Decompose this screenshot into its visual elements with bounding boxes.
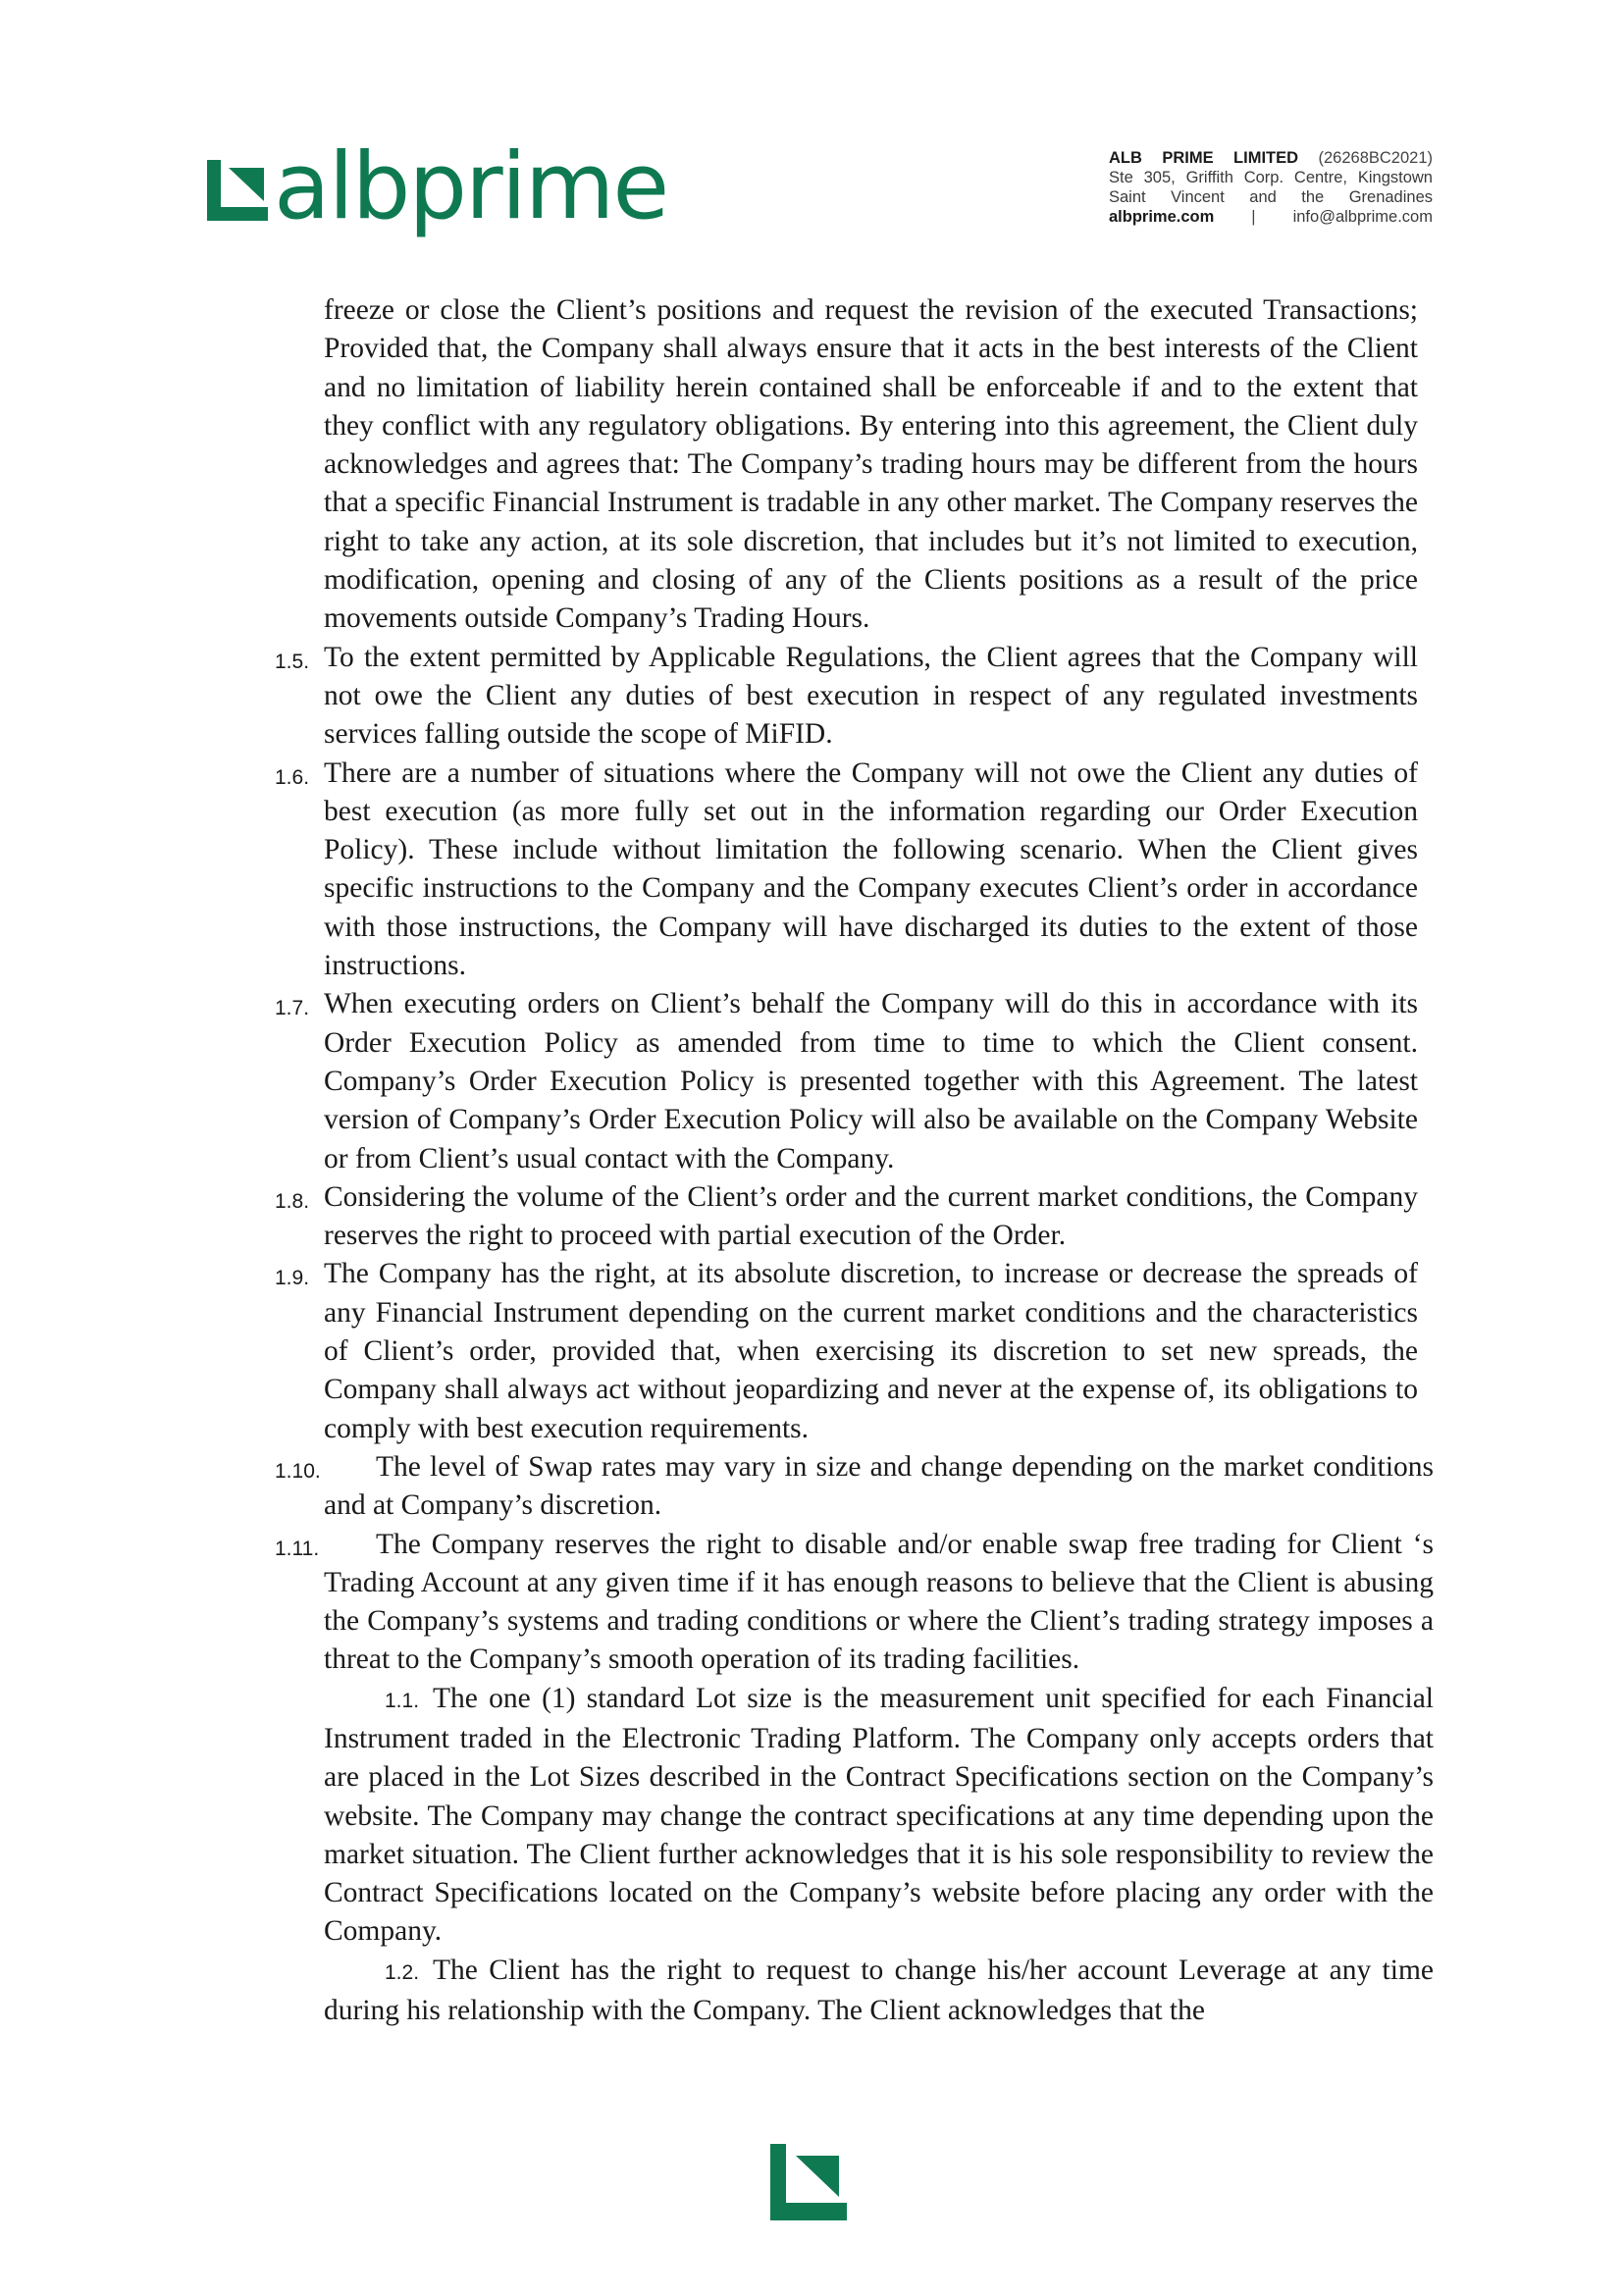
clause-text: The Company has the right, at its absolute discretion, to increase or decrease the spreads of any Financial Instrument depending on the current market conditions and the characteristics of Client’s order, provided that, when exercising its discretion to set new spreads, the Company shall always act without jeopardizing and never at the expense of, its obligations to comply with best execution requirements. <box>324 1258 1418 1444</box>
continuation-paragraph: freeze or close the Client’s positions and request the revision of the executed Transactions; Provided that, the Company shall always ensure that it acts in the best interests of the Client and no limitation of liability herein contained shall be enforceable if and to the extent that they conflict with any regulatory obligations. By entering into this agreement, the Client duly acknowledges and agrees that: The Company’s trading hours may be different from the hours that a specific Financial Instrument is tradable in any other market. The Company reserves the right to take any action, at its sole discretion, that includes but it’s not limited to execution, modification, opening and closing of any of the Clients positions as a result of the price movements outside Company’s Trading Hours. <box>324 294 1418 635</box>
subclause-number: 1.2. <box>385 1960 420 1984</box>
clause-number: 1.8. <box>275 1189 310 1213</box>
clause-number: 1.7. <box>275 997 310 1020</box>
contact-line <box>1109 207 1433 227</box>
address-line-1: Ste 305, Griffith Corp. Centre, Kingstown <box>1109 169 1433 186</box>
clause-number: 1.9. <box>275 1267 310 1290</box>
clause-number: 1.10. <box>275 1459 321 1483</box>
clause-1-7 <box>275 985 1418 1177</box>
company-name-line <box>1109 148 1433 168</box>
contact-separator: | <box>1251 208 1256 226</box>
subclause-1-1 <box>324 1680 1434 1952</box>
clause-text: When executing orders on Client’s behalf the Company will do this in accordance with its Order Execution Policy as amended from time to time to which the Client consent. Company’s Order Execution Policy is presented together with this Agreement. The latest version of Company’s Order Execution Policy will also be available on the Company Website or from Client’s usual contact with the Company. <box>324 988 1418 1174</box>
document-body <box>275 291 1434 2030</box>
clause-number: 1.6. <box>275 765 310 789</box>
clause-1-8 <box>275 1178 1418 1256</box>
clause-number: 1.5. <box>275 650 310 673</box>
company-info <box>1109 148 1433 227</box>
clause-1-6 <box>275 755 1418 986</box>
subclause-number: 1.1. <box>385 1689 420 1712</box>
clause-text: There are a number of situations where the Company will not owe the Client any duties of best execution (as more fully set out in the information regarding our Order Execution Policy). These include without limitation the following scenario. When the Client gives specific instructions to the Company and the Company executes Client’s order in accordance with those instructions, the Company will have discharged its duties to the extent of those instructions. <box>324 756 1418 982</box>
clause-number: 1.11. <box>275 1537 320 1560</box>
clause-1-9 <box>275 1255 1418 1447</box>
clause-text: The Company reserves the right to disable and/or enable swap free trading for Client ‘s Trading Account at any given time if it has enough reasons to believe that the Client is abusing the Company’s systems and trading conditions or where the Client’s trading strategy imposes a threat to the Company’s smooth operation of its trading facilities. <box>324 1528 1434 1676</box>
company-registration: (26268BC2021) <box>1318 149 1433 167</box>
footer-logo-icon <box>770 2144 847 2220</box>
subclause-text: The Client has the right to request to change his/her account Leverage at any time during his relationship with the Company. The Client acknowledges that the <box>324 1954 1434 2027</box>
subclause-1-2 <box>324 1952 1434 2031</box>
albprime-logo-icon <box>207 160 268 221</box>
clause-text: Considering the volume of the Client’s order and the current market conditions, the Company reserves the right to proceed with partial execution of the Order. <box>324 1180 1418 1252</box>
logo-text: albprime <box>274 133 668 240</box>
company-name: ALB PRIME LIMITED <box>1109 149 1299 167</box>
email-link[interactable]: info@albprime.com <box>1292 208 1433 226</box>
clause-text: To the extent permitted by Applicable Regulations, the Client agrees that the Company will not owe the Client any duties of best execution in respect of any regulated investments services falling outside the scope of MiFID. <box>324 641 1418 751</box>
address-line-2: Saint Vincent and the Grenadines <box>1109 188 1433 206</box>
website-link[interactable]: albprime.com <box>1109 208 1215 226</box>
clause-text: The level of Swap rates may vary in size and change depending on the market conditions and at Company’s discretion. <box>324 1450 1434 1522</box>
clause-1-5 <box>275 639 1418 755</box>
clause-1-10 <box>275 1448 1434 1526</box>
subclause-text: The one (1) standard Lot size is the measurement unit specified for each Financial Instrument traded in the Electronic Trading Platform. The Company only accepts orders that are placed in the Lot Sizes described in the Contract Specifications section on the Company’s website. The Company may change the contract specifications at any time depending upon the market situation. The Client further acknowledges that it is his sole responsibility to review the Contract Specifications located on the Company’s website before placing any order with the Company. <box>324 1682 1434 1948</box>
brand-logo <box>207 133 668 240</box>
clause-1-11 <box>275 1526 1434 1680</box>
